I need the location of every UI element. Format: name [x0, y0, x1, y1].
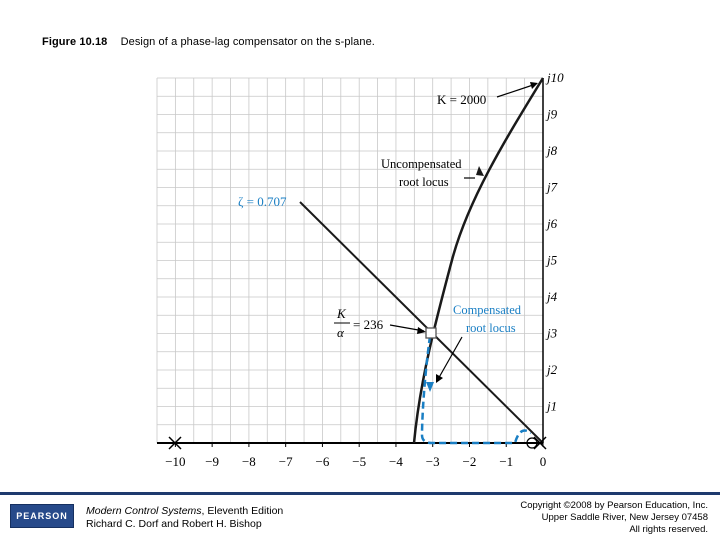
comp-label-line1: Compensated [453, 303, 522, 317]
uncomp-label-line1: Uncompensated [381, 157, 462, 171]
x-tick-label: −9 [205, 454, 220, 469]
copyright-notice [520, 500, 708, 536]
k-alpha-numerator: K [337, 306, 346, 321]
footer-divider [0, 492, 720, 495]
copyright-line-3: All rights reserved. [629, 524, 708, 535]
x-tick-label: −5 [352, 454, 367, 469]
uncomp-label-line2: root locus [399, 175, 449, 189]
figure-number: Figure 10.18 [42, 36, 108, 48]
x-tick-labels [165, 443, 546, 469]
x-tick-label: −1 [499, 454, 514, 469]
y-tick-label: j4 [547, 289, 558, 304]
design-point-marker [426, 328, 436, 338]
k-alpha-arrowhead [417, 327, 426, 334]
y-tick-label: j10 [547, 70, 564, 85]
x-tick-label: 0 [539, 454, 547, 469]
y-tick-labels [545, 70, 564, 414]
book-edition: , Eleventh Edition [201, 505, 284, 517]
figure-title: Design of a phase-lag compensator on the s-plane. [120, 36, 375, 48]
book-citation [86, 505, 283, 531]
zeta-label: ζ = 0.707 [238, 194, 287, 209]
k2000-label: K = 2000 [437, 92, 487, 107]
comp-label-line2: root locus [466, 321, 516, 335]
plot-grid [157, 78, 543, 443]
x-tick-label: −6 [315, 454, 330, 469]
x-tick-label: −4 [389, 454, 403, 469]
k-alpha-value: = 236 [353, 317, 384, 332]
y-tick-label: j2 [547, 362, 558, 377]
k-alpha-denominator: α [337, 325, 344, 340]
y-tick-label: j6 [547, 216, 558, 231]
x-tick-label: −2 [462, 454, 477, 469]
y-tick-label: j8 [547, 143, 558, 158]
copyright-line-1: Copyright ©2008 by Pearson Education, Inc. [520, 500, 708, 511]
uncompensated-arrow [476, 166, 484, 176]
k2000-arrow-line [497, 84, 536, 97]
y-tick-label: j5 [547, 252, 558, 268]
book-authors: Richard C. Dorf and Robert H. Bishop [86, 518, 262, 530]
pearson-logo: PEARSON [10, 504, 74, 528]
x-tick-label: −3 [425, 454, 440, 469]
book-title: Modern Control Systems [86, 505, 202, 517]
x-tick-label: −10 [165, 454, 186, 469]
x-tick-label: −7 [278, 454, 293, 469]
y-tick-label: j1 [547, 398, 558, 414]
y-tick-label: j7 [547, 179, 558, 195]
x-tick-label: −8 [241, 454, 256, 469]
comp-label-arrowhead [436, 374, 443, 383]
y-tick-label: j3 [547, 325, 558, 341]
copyright-line-2: Upper Saddle River, New Jersey 07458 [541, 512, 708, 523]
y-tick-label: j9 [547, 106, 558, 122]
